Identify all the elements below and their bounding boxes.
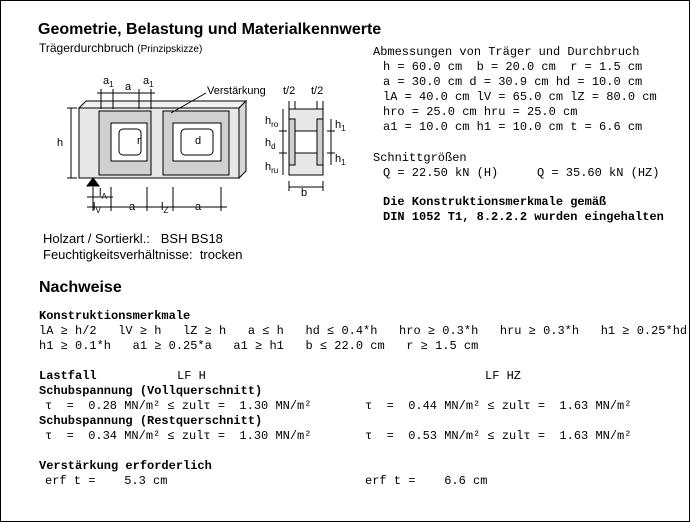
km-line1: lA ≥ h/2 lV ≥ h lZ ≥ h a ≤ h hd ≤ 0.4*h hro ≥ 0.3*h hru ≥ 0.3*h h1 ≥ 0.25*hd	[39, 324, 688, 338]
rest-heading: Schubspannung (Restquerschnitt)	[39, 414, 263, 428]
label-lz: $l_Z$	[161, 201, 169, 216]
lf-hz: LF HZ	[485, 369, 522, 383]
beam-side-face	[239, 101, 246, 178]
lf-h: LF H	[177, 369, 206, 383]
label-r: r	[137, 135, 141, 147]
konstruktion-note-line1: Die Konstruktionsmerkmale gemäß	[383, 195, 607, 209]
label-lv: $l_V$	[93, 201, 101, 216]
schnitt-q-hz: Q = 35.60 kN (HZ)	[537, 166, 660, 180]
label-h: h	[57, 137, 64, 149]
label-h1-bot: $h_1$	[335, 153, 346, 168]
label-a-top: a	[125, 81, 132, 93]
lastfall-heading: Lastfall	[39, 369, 97, 383]
schnitt-heading: Schnittgrößen	[373, 151, 467, 165]
verst-heading: Verstärkung erforderlich	[39, 459, 212, 473]
label-d: d	[195, 135, 202, 147]
label-a-bottom2: a	[195, 201, 202, 213]
label-t2-left: t/2	[283, 85, 296, 97]
label-a-bottom1: a	[129, 201, 136, 213]
label-verstaerkung: Verstärkung	[207, 85, 266, 97]
label-a1-right: $a_1$	[143, 75, 154, 90]
verst-h: erf t = 5.3 cm	[45, 474, 168, 488]
label-hd: $h_d$	[265, 137, 276, 152]
label-b: b	[301, 187, 308, 199]
sketch-subtitle: Trägerdurchbruch (Prinzipskizze)	[39, 41, 203, 55]
abmessungen-line4: hro = 25.0 cm hru = 25.0 cm	[383, 105, 578, 119]
label-hru: $h_{ru}$	[265, 161, 279, 176]
label-a1-left: $a_1$	[103, 75, 114, 90]
label-t2-right: t/2	[311, 85, 324, 97]
support-triangle	[87, 178, 99, 186]
schnitt-q-h: Q = 22.50 kN (H)	[383, 166, 499, 180]
verst-hz: erf t = 6.6 cm	[365, 474, 488, 488]
label-h1-top: $h_1$	[335, 119, 346, 134]
km-line2: h1 ≥ 0.1*h a1 ≥ 0.25*a a1 ≥ h1 b ≤ 22.0 cm r ≥ 1.5 cm	[39, 339, 479, 353]
voll-h: τ = 0.28 MN/m² ≤ zulτ = 1.30 MN/m²	[45, 399, 312, 413]
label-la: $l_A$	[99, 187, 107, 202]
abmessungen-line5: a1 = 10.0 cm h1 = 10.0 cm t = 6.6 cm	[383, 120, 643, 134]
voll-heading: Schubspannung (Vollquerschnitt)	[39, 384, 263, 398]
holzart-row: Holzart / Sortierkl.: BSH BS18	[43, 231, 223, 246]
label-hro: $h_{ro}$	[265, 115, 279, 130]
rest-h: τ = 0.34 MN/m² ≤ zulτ = 1.30 MN/m²	[45, 429, 312, 443]
page-title: Geometrie, Belastung und Materialkennwerte	[38, 21, 382, 38]
abmessungen-heading: Abmessungen von Träger und Durchbruch	[373, 45, 640, 59]
konstruktion-note-line2: DIN 1052 T1, 8.2.2.2 wurden eingehalten	[383, 210, 664, 224]
feuchte-row: Feuchtigkeitsverhältnisse: trocken	[43, 247, 243, 262]
beam-top-face	[79, 101, 246, 108]
voll-hz: τ = 0.44 MN/m² ≤ zulτ = 1.63 MN/m²	[365, 399, 632, 413]
km-heading: Konstruktionsmerkmale	[39, 309, 191, 323]
abmessungen-line2: a = 30.0 cm d = 30.9 cm hd = 10.0 cm	[383, 75, 643, 89]
nachweise-heading: Nachweise	[39, 279, 122, 296]
abmessungen-line3: lA = 40.0 cm lV = 65.0 cm lZ = 80.0 cm	[383, 90, 657, 104]
rest-hz: τ = 0.53 MN/m² ≤ zulτ = 1.63 MN/m²	[365, 429, 632, 443]
abmessungen-line1: h = 60.0 cm b = 20.0 cm r = 1.5 cm	[383, 60, 643, 74]
